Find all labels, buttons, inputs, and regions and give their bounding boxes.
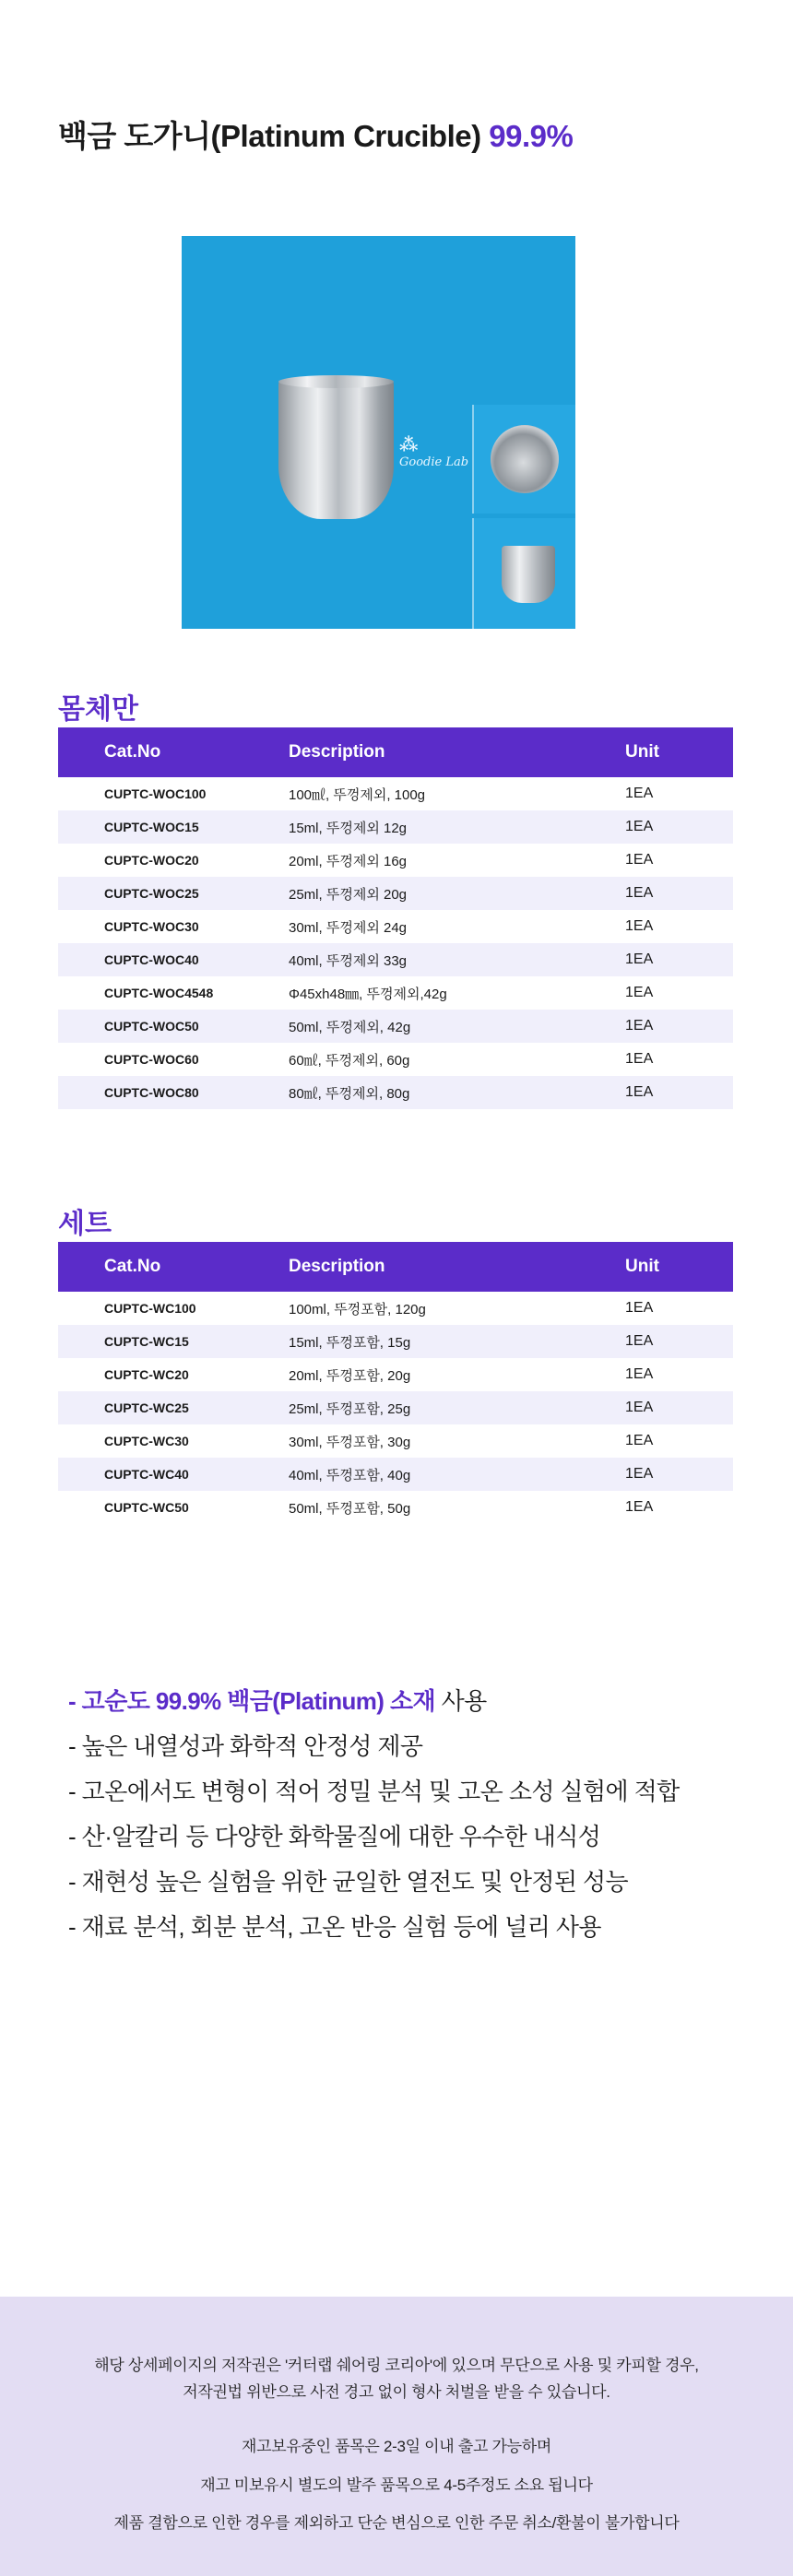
notice-line-3: 제품 결함으로 인한 경우를 제외하고 단순 변심으로 인한 주문 취소/환불이 불가합니다 <box>113 2514 680 2532</box>
cell-catno: CUPTC-WC15 <box>104 1334 189 1349</box>
cell-description: 30ml, 뚜껑제외 24g <box>289 919 408 936</box>
cell-description: 20ml, 뚜껑제외 16g <box>289 853 408 869</box>
table-row <box>58 1424 733 1458</box>
notice-line-2: 재고 미보유시 별도의 발주 품목으로 4-5주정도 소요 됩니다 <box>200 2476 593 2494</box>
cell-catno: CUPTC-WOC40 <box>104 952 199 967</box>
table-row <box>58 1292 733 1325</box>
cell-unit: 1EA <box>625 1300 654 1316</box>
cell-unit: 1EA <box>625 1400 654 1415</box>
footer-notice <box>0 2297 793 2576</box>
col-catno: Cat.No <box>104 742 161 762</box>
cell-description: 50ml, 뚜껑제외, 42g <box>289 1019 411 1035</box>
crucible-rim <box>278 375 394 388</box>
cell-description: 20ml, 뚜껑포함, 20g <box>289 1367 411 1384</box>
col-catno: Cat.No <box>104 1257 161 1276</box>
cell-description: 100ml, 뚜껑포함, 120g <box>289 1301 426 1318</box>
cell-catno: CUPTC-WOC15 <box>104 820 199 834</box>
cell-unit: 1EA <box>625 1333 654 1349</box>
table-row <box>58 1358 733 1391</box>
product-photo <box>182 236 575 629</box>
cell-catno: CUPTC-WOC20 <box>104 853 199 868</box>
cell-catno: CUPTC-WOC100 <box>104 786 207 801</box>
crucible-side-image <box>502 546 555 603</box>
feature-item: - 고온에서도 변형이 적어 정밀 분석 및 고온 소성 실험에 적합 <box>68 1778 680 1805</box>
page-title <box>58 112 573 156</box>
copyright-line-1: 해당 상세페이지의 저작권은 '커터랩 쉐어링 코리아'에 있으며 무단으로 사용 및 카피할 경우, <box>94 2357 699 2374</box>
cell-unit: 1EA <box>625 1499 654 1515</box>
cell-catno: CUPTC-WC25 <box>104 1400 189 1415</box>
table-header <box>58 1242 733 1292</box>
cell-catno: CUPTC-WC100 <box>104 1301 196 1316</box>
table-row <box>58 777 733 810</box>
cell-unit: 1EA <box>625 918 654 934</box>
feature-item: - 높은 내열성과 화학적 안정성 제공 <box>68 1732 423 1760</box>
cell-catno: CUPTC-WOC25 <box>104 886 199 901</box>
cell-catno: CUPTC-WOC80 <box>104 1085 199 1100</box>
col-description: Description <box>289 742 385 762</box>
feature-highlight: - 고순도 99.9% 백금(Platinum) 소재 <box>68 1687 435 1715</box>
cell-unit: 1EA <box>625 1051 654 1067</box>
cell-unit: 1EA <box>625 1084 654 1100</box>
cell-description: 80㎖, 뚜껑제외, 80g <box>289 1085 410 1102</box>
table-row <box>58 1491 733 1524</box>
table-row <box>58 877 733 910</box>
table-row <box>58 1458 733 1491</box>
cell-description: 60㎖, 뚜껑제외, 60g <box>289 1052 410 1069</box>
feature-item: - 재현성 높은 실험을 위한 균일한 열전도 및 안정된 성능 <box>68 1868 629 1896</box>
cell-description: 25ml, 뚜껑포함, 25g <box>289 1400 411 1417</box>
cell-description: 40ml, 뚜껑제외 33g <box>289 952 408 969</box>
cell-description: 40ml, 뚜껑포함, 40g <box>289 1467 411 1483</box>
table-row <box>58 976 733 1010</box>
cell-unit: 1EA <box>625 819 654 834</box>
table-set <box>58 1242 733 1524</box>
col-description: Description <box>289 1257 385 1276</box>
cell-unit: 1EA <box>625 1466 654 1482</box>
cell-catno: CUPTC-WC50 <box>104 1500 189 1515</box>
cell-unit: 1EA <box>625 786 654 801</box>
cell-catno: CUPTC-WOC30 <box>104 919 199 934</box>
cell-unit: 1EA <box>625 985 654 1000</box>
title-purity: 99.9% <box>489 119 574 153</box>
cell-description: 30ml, 뚜껑포함, 30g <box>289 1434 411 1450</box>
table-row <box>58 1010 733 1043</box>
inset-top-view <box>472 405 575 514</box>
table-row <box>58 1325 733 1358</box>
col-unit: Unit <box>625 742 659 762</box>
inset-side-view <box>472 518 575 629</box>
cell-description: 15ml, 뚜껑포함, 15g <box>289 1334 411 1351</box>
cell-description: 50ml, 뚜껑포함, 50g <box>289 1500 411 1517</box>
cell-catno: CUPTC-WC30 <box>104 1434 189 1448</box>
brand-logo: ⁂ Goodie Lab <box>399 433 469 469</box>
feature-highlight-rest: 사용 <box>435 1687 487 1715</box>
table-row <box>58 1391 733 1424</box>
crucible-image <box>278 381 394 519</box>
copyright-line-2: 저작권법 위반으로 사전 경고 없이 형사 처벌을 받을 수 있습니다. <box>183 2383 610 2401</box>
cell-unit: 1EA <box>625 885 654 901</box>
section-title-body-only: 몸체만 <box>58 694 138 725</box>
cell-description: Φ45xh48㎜, 뚜껑제외,42g <box>289 986 447 1002</box>
table-row <box>58 1043 733 1076</box>
section-title-set: 세트 <box>58 1209 112 1239</box>
cell-description: 25ml, 뚜껑제외 20g <box>289 886 408 903</box>
title-main: 백금 도가니(Platinum Crucible) <box>58 119 481 153</box>
table-row <box>58 1076 733 1109</box>
feature-list <box>68 1683 680 1954</box>
cell-catno: CUPTC-WOC50 <box>104 1019 199 1034</box>
table-row <box>58 910 733 943</box>
cell-unit: 1EA <box>625 1433 654 1448</box>
feature-item: - 산·알칼리 등 다양한 화학물질에 대한 우수한 내식성 <box>68 1823 601 1850</box>
feature-item: - 재료 분석, 회분 분석, 고온 반응 실험 등에 널리 사용 <box>68 1913 601 1941</box>
cell-catno: CUPTC-WC20 <box>104 1367 189 1382</box>
cell-unit: 1EA <box>625 1018 654 1034</box>
col-unit: Unit <box>625 1257 659 1276</box>
cell-description: 100㎖, 뚜껑제외, 100g <box>289 786 426 803</box>
table-body-only <box>58 727 733 1109</box>
crucible-top-image <box>491 425 559 493</box>
cell-unit: 1EA <box>625 1366 654 1382</box>
table-row <box>58 810 733 844</box>
table-row <box>58 943 733 976</box>
table-header <box>58 727 733 777</box>
feature-item <box>68 1683 680 1728</box>
cell-catno: CUPTC-WOC60 <box>104 1052 199 1067</box>
cell-catno: CUPTC-WOC4548 <box>104 986 214 1000</box>
cell-unit: 1EA <box>625 951 654 967</box>
notice-line-1: 재고보유중인 품목은 2-3일 이내 출고 가능하며 <box>242 2438 551 2455</box>
cell-catno: CUPTC-WC40 <box>104 1467 189 1482</box>
cell-unit: 1EA <box>625 852 654 868</box>
table-row <box>58 844 733 877</box>
cell-description: 15ml, 뚜껑제외 12g <box>289 820 408 836</box>
